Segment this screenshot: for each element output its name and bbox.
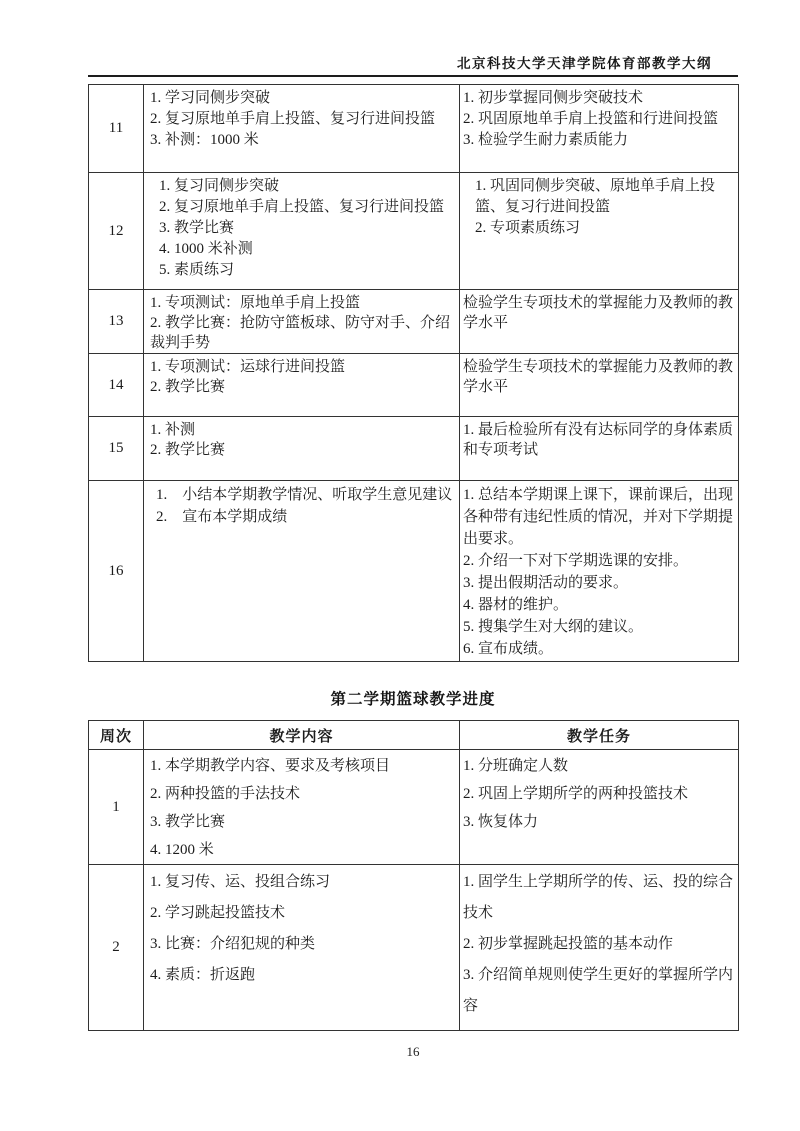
- week-number: 13: [89, 290, 144, 354]
- teaching-content-cell: [144, 481, 460, 662]
- cell-line: 2. 复习原地单手肩上投篮、复习行进间投篮: [150, 111, 436, 127]
- cell-line: 1. 本学期教学内容、要求及考核项目: [150, 758, 391, 774]
- teaching-task-cell: [460, 173, 739, 290]
- teaching-content-cell: [144, 354, 460, 417]
- header-rule: [88, 75, 738, 77]
- cell-line: 1. 补测: [150, 422, 196, 438]
- cell-line: 1. 初步掌握同侧步突破技术: [463, 90, 644, 106]
- cell-line: 3. 检验学生耐力素质能力: [463, 132, 629, 148]
- week-number: 12: [89, 173, 144, 290]
- cell-line: 2. 教学比赛: [150, 442, 226, 458]
- column-header-content: 教学内容: [144, 721, 460, 750]
- cell-line: 3. 教学比赛: [159, 220, 235, 236]
- teaching-content-cell: [144, 85, 460, 173]
- teaching-content-cell: [144, 290, 460, 354]
- table-row-week-16: [89, 481, 739, 662]
- header-title: 北京科技大学天津学院体育部教学大纲: [457, 56, 712, 71]
- semester2-schedule-table: [88, 720, 739, 1031]
- cell-line: 1. 专项测试：原地单手肩上投篮: [150, 295, 361, 311]
- cell-line: 4. 1000 米补测: [159, 241, 253, 257]
- teaching-task-cell: [460, 481, 739, 662]
- week-number: 2: [89, 865, 144, 1031]
- teaching-content-cell: [144, 173, 460, 290]
- cell-line: 3. 教学比赛: [150, 814, 226, 830]
- cell-line: 4. 1200 米: [150, 842, 214, 858]
- cell-line: 1. 小结本学期教学情况、听取学生意见建议: [156, 487, 453, 503]
- cell-line: 4. 素质：折返跑: [150, 967, 256, 983]
- cell-line: 5. 素质练习: [159, 262, 235, 278]
- semester2-table-title: 第二学期篮球教学进度: [330, 691, 496, 708]
- week-number: 15: [89, 417, 144, 481]
- semester1-schedule-table: [88, 84, 739, 662]
- teaching-task-cell: [460, 290, 739, 354]
- table-row-week-15: [89, 417, 739, 481]
- cell-line: 2. 巩固上学期所学的两种投篮技术: [463, 786, 689, 802]
- week-number: 14: [89, 354, 144, 417]
- cell-line: 5. 搜集学生对大纲的建议。: [463, 619, 644, 635]
- cell-line: 2. 学习跳起投篮技术: [150, 905, 286, 921]
- cell-line: 2. 介绍一下对下学期选课的安排。: [463, 553, 689, 569]
- table-row-week-1: [89, 750, 739, 865]
- cell-line: 2. 初步掌握跳起投篮的基本动作: [463, 936, 674, 952]
- table-row-week-14: [89, 354, 739, 417]
- cell-line: 1. 复习同侧步突破: [159, 178, 280, 194]
- cell-line: 1. 复习传、运、投组合练习: [150, 874, 331, 890]
- cell-line: 2. 两种投篮的手法技术: [150, 786, 301, 802]
- cell-line: 3. 补测：1000 米: [150, 132, 259, 148]
- teaching-task-cell: [460, 865, 739, 1031]
- cell-line: 2. 教学比赛: [150, 379, 226, 395]
- teaching-content-cell: [144, 417, 460, 481]
- cell-line: 1. 分班确定人数: [463, 758, 569, 774]
- week-number: 16: [89, 481, 144, 662]
- cell-line: 2. 复习原地单手肩上投篮、复习行进间投篮: [159, 199, 445, 215]
- table-row-week-12: [89, 173, 739, 290]
- week-number: 11: [89, 85, 144, 173]
- week-number: 1: [89, 750, 144, 865]
- page-number: 16: [406, 1044, 420, 1059]
- cell-line: 3. 介绍简单规则使学生更好的掌握所学内容: [463, 967, 734, 1014]
- cell-line: 1. 学习同侧步突破: [150, 90, 271, 106]
- teaching-content-cell: [144, 865, 460, 1031]
- table-row-week-11: [89, 85, 739, 173]
- cell-line: 1. 专项测试：运球行进间投篮: [150, 359, 346, 375]
- cell-line: 6. 宣布成绩。: [463, 641, 554, 657]
- column-header-task: 教学任务: [460, 721, 739, 750]
- teaching-task-cell: [460, 354, 739, 417]
- cell-line: 检验学生专项技术的掌握能力及教师的教学水平: [463, 359, 734, 395]
- table-row-week-13: [89, 290, 739, 354]
- table-row-week-2: [89, 865, 739, 1031]
- document-content: [88, 0, 738, 1060]
- cell-line: 2. 专项素质练习: [475, 220, 581, 236]
- cell-line: 2. 巩固原地单手肩上投篮和行进间投篮: [463, 111, 719, 127]
- cell-line: 4. 器材的维护。: [463, 597, 569, 613]
- cell-line: 2. 宣布本学期成绩: [156, 509, 288, 525]
- teaching-content-cell: [144, 750, 460, 865]
- cell-line: 2. 教学比赛：抢防守篮板球、防守对手、介绍裁判手势: [150, 315, 451, 351]
- cell-line: 3. 提出假期活动的要求。: [463, 575, 629, 591]
- table-header-row: [89, 721, 739, 750]
- cell-line: 1. 最后检验所有没有达标同学的身体素质和专项考试: [463, 422, 734, 458]
- teaching-task-cell: [460, 750, 739, 865]
- cell-line: 1. 固学生上学期所学的传、运、投的综合技术: [463, 874, 734, 921]
- column-header-week: 周次: [89, 721, 144, 750]
- teaching-task-cell: [460, 417, 739, 481]
- cell-line: 3. 恢复体力: [463, 814, 539, 830]
- document-header: [88, 0, 738, 72]
- cell-line: 3. 比赛：介绍犯规的种类: [150, 936, 316, 952]
- cell-line: 1. 巩固同侧步突破、原地单手肩上投篮、复习行进间投篮: [475, 178, 716, 215]
- cell-line: 检验学生专项技术的掌握能力及教师的教学水平: [463, 295, 734, 331]
- cell-line: 1. 总结本学期课上课下，课前课后，出现各种带有违纪性质的情况，并对下学期提出要求。: [463, 487, 734, 547]
- teaching-task-cell: [460, 85, 739, 173]
